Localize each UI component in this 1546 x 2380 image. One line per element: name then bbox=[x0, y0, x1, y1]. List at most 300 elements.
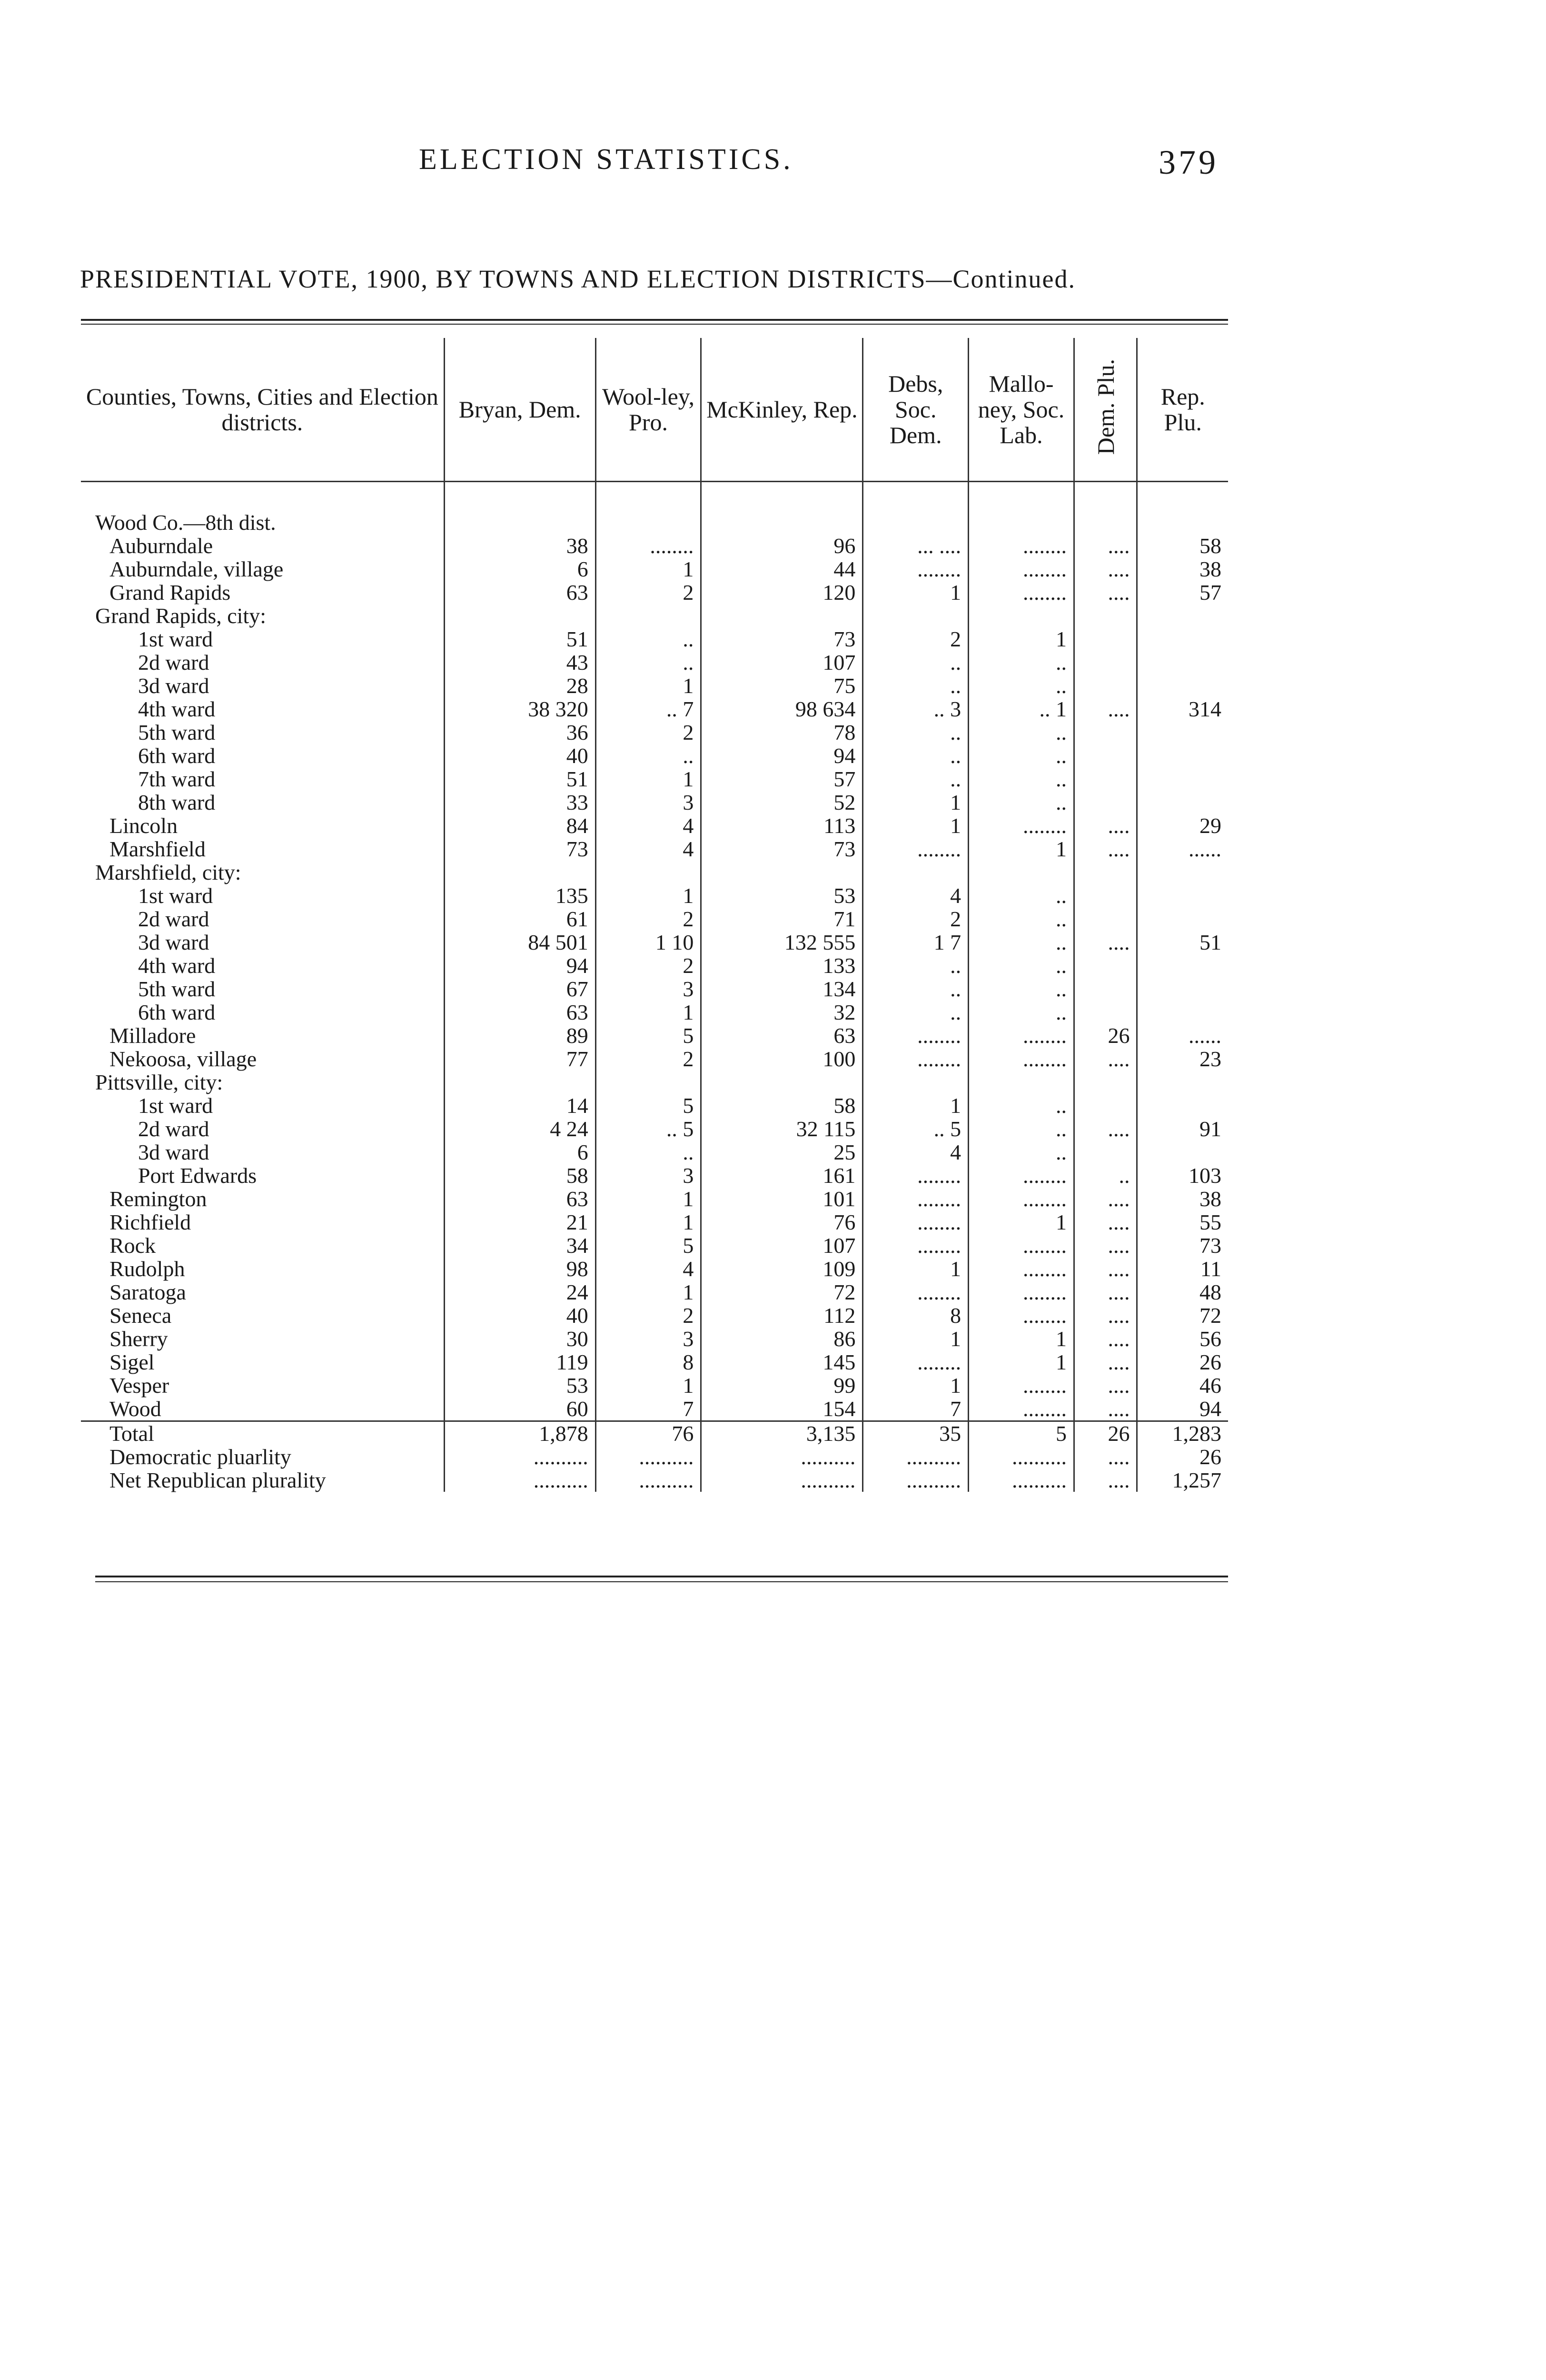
district-cell: 7th ward bbox=[138, 767, 216, 791]
vote-cell: 134 bbox=[701, 977, 863, 1001]
vote-cell: 4 24 bbox=[444, 1117, 595, 1140]
vote-cell: ........ bbox=[863, 1234, 969, 1257]
vote-cell bbox=[1137, 907, 1228, 931]
table-row bbox=[81, 814, 1228, 837]
vote-cell: 1 bbox=[595, 557, 701, 581]
vote-cell: .......... bbox=[863, 1445, 969, 1468]
vote-cell: 1,257 bbox=[1137, 1468, 1228, 1492]
vote-cell: 73 bbox=[701, 627, 863, 651]
vote-cell bbox=[863, 604, 969, 627]
vote-cell bbox=[1137, 861, 1228, 884]
district-cell: 4th ward bbox=[138, 697, 216, 721]
vote-cell: 63 bbox=[701, 1024, 863, 1047]
vote-cell: 98 634 bbox=[701, 697, 863, 721]
vote-cell: 109 bbox=[701, 1257, 863, 1280]
vote-cell: 3 bbox=[595, 1164, 701, 1187]
district-cell: 2d ward bbox=[138, 907, 209, 931]
vote-cell: 63 bbox=[444, 581, 595, 604]
district-cell: Richfield bbox=[109, 1210, 191, 1234]
vote-cell: .. bbox=[969, 1094, 1074, 1117]
vote-cell: .......... bbox=[969, 1468, 1074, 1492]
vote-cell: 94 bbox=[444, 954, 595, 977]
vote-cell: ........ bbox=[969, 1187, 1074, 1210]
district-cell: Rock bbox=[109, 1233, 156, 1258]
top-rule-thin bbox=[81, 324, 1228, 325]
vote-cell: .... bbox=[1074, 1280, 1137, 1304]
vote-cell: 1 7 bbox=[863, 931, 969, 954]
vote-cell: 4 bbox=[595, 837, 701, 861]
vote-cell: 86 bbox=[701, 1327, 863, 1350]
vote-cell bbox=[1074, 884, 1137, 907]
table-row bbox=[81, 674, 1228, 697]
vote-cell bbox=[1137, 511, 1228, 534]
vote-cell: 36 bbox=[444, 721, 595, 744]
top-rule bbox=[81, 319, 1228, 321]
vote-cell: 4 bbox=[863, 1140, 969, 1164]
vote-cell: 43 bbox=[444, 651, 595, 674]
vote-cell: 1 bbox=[969, 1350, 1074, 1374]
district-cell: 3d ward bbox=[138, 1140, 209, 1164]
vote-cell bbox=[1137, 884, 1228, 907]
vote-cell bbox=[595, 511, 701, 534]
vote-cell: 51 bbox=[444, 767, 595, 791]
vote-cell: .. bbox=[969, 721, 1074, 744]
vote-cell: 1 bbox=[595, 1001, 701, 1024]
vote-cell: .. bbox=[595, 744, 701, 767]
vote-cell: ........ bbox=[595, 534, 701, 557]
vote-cell: 84 501 bbox=[444, 931, 595, 954]
vote-cell: ........ bbox=[863, 1164, 969, 1187]
vote-cell: 77 bbox=[444, 1047, 595, 1071]
vote-cell: .. 3 bbox=[863, 697, 969, 721]
vote-cell: 94 bbox=[1137, 1397, 1228, 1421]
vote-cell: 1 bbox=[595, 1280, 701, 1304]
vote-cell: .. 5 bbox=[863, 1117, 969, 1140]
vote-cell: .... bbox=[1074, 534, 1137, 557]
vote-cell: .......... bbox=[863, 1468, 969, 1492]
vote-cell bbox=[1137, 977, 1228, 1001]
table-row bbox=[81, 1164, 1228, 1187]
vote-cell: 2 bbox=[595, 1047, 701, 1071]
vote-cell bbox=[1137, 651, 1228, 674]
vote-cell bbox=[1137, 767, 1228, 791]
vote-cell: ........ bbox=[969, 1164, 1074, 1187]
vote-cell: .... bbox=[1074, 1350, 1137, 1374]
vote-cell: .... bbox=[1074, 1187, 1137, 1210]
total-row bbox=[81, 1445, 1228, 1468]
vote-cell: ........ bbox=[969, 1024, 1074, 1047]
vote-cell: 78 bbox=[701, 721, 863, 744]
vote-cell: 52 bbox=[701, 791, 863, 814]
vote-cell: .... bbox=[1074, 814, 1137, 837]
table-header-row bbox=[81, 338, 1228, 482]
vote-cell: 71 bbox=[701, 907, 863, 931]
vote-cell: .. bbox=[969, 977, 1074, 1001]
vote-cell: .. bbox=[863, 674, 969, 697]
vote-cell: 76 bbox=[701, 1210, 863, 1234]
vote-cell: ........ bbox=[863, 1047, 969, 1071]
vote-cell: .......... bbox=[444, 1468, 595, 1492]
vote-cell: 161 bbox=[701, 1164, 863, 1187]
vote-cell: 67 bbox=[444, 977, 595, 1001]
table-row bbox=[81, 837, 1228, 861]
vote-cell: 145 bbox=[701, 1350, 863, 1374]
district-cell: Remington bbox=[109, 1187, 207, 1211]
vote-cell: 8 bbox=[595, 1350, 701, 1374]
vote-cell: 1 10 bbox=[595, 931, 701, 954]
vote-cell bbox=[969, 511, 1074, 534]
vote-cell bbox=[1074, 1001, 1137, 1024]
vote-cell: ........ bbox=[969, 581, 1074, 604]
vote-cell: 51 bbox=[1137, 931, 1228, 954]
vote-cell bbox=[1137, 744, 1228, 767]
vote-cell: .. bbox=[863, 651, 969, 674]
district-cell: Milladore bbox=[109, 1023, 196, 1048]
column-header-rep-plu: Rep. Plu. bbox=[1137, 338, 1228, 482]
vote-cell: .... bbox=[1074, 931, 1137, 954]
table-row bbox=[81, 557, 1228, 581]
total-row bbox=[81, 1468, 1228, 1492]
vote-cell: 133 bbox=[701, 954, 863, 977]
vote-cell: 5 bbox=[969, 1421, 1074, 1446]
vote-cell: .. 7 bbox=[595, 697, 701, 721]
vote-cell: 32 bbox=[701, 1001, 863, 1024]
vote-cell: 34 bbox=[444, 1234, 595, 1257]
vote-cell: 98 bbox=[444, 1257, 595, 1280]
district-cell: 6th ward bbox=[138, 1000, 216, 1024]
table-row bbox=[81, 511, 1228, 534]
vote-cell bbox=[444, 604, 595, 627]
vote-cell: 57 bbox=[1137, 581, 1228, 604]
vote-cell: ........ bbox=[969, 1047, 1074, 1071]
table-row bbox=[81, 627, 1228, 651]
table-row bbox=[81, 954, 1228, 977]
vote-cell bbox=[701, 1071, 863, 1094]
vote-cell: 24 bbox=[444, 1280, 595, 1304]
district-cell: Auburndale, village bbox=[109, 557, 284, 581]
vote-cell: .. bbox=[969, 651, 1074, 674]
column-header-bryan: Bryan, Dem. bbox=[444, 338, 595, 482]
vote-cell: 1 bbox=[595, 884, 701, 907]
district-cell: Wood bbox=[109, 1397, 161, 1421]
district-cell: Net Republican plurality bbox=[109, 1468, 326, 1492]
vote-cell: 3 bbox=[595, 977, 701, 1001]
table-row bbox=[81, 1280, 1228, 1304]
vote-cell bbox=[595, 1071, 701, 1094]
vote-cell: .......... bbox=[701, 1468, 863, 1492]
district-cell: Vesper bbox=[109, 1373, 169, 1398]
bottom-rule-thin bbox=[95, 1581, 1228, 1582]
vote-cell: 1,878 bbox=[444, 1421, 595, 1446]
table-row bbox=[81, 907, 1228, 931]
vote-cell: 23 bbox=[1137, 1047, 1228, 1071]
vote-cell: 26 bbox=[1137, 1445, 1228, 1468]
vote-cell bbox=[1074, 791, 1137, 814]
vote-cell: 53 bbox=[701, 884, 863, 907]
vote-cell: 1 bbox=[595, 1374, 701, 1397]
vote-cell: 3,135 bbox=[701, 1421, 863, 1446]
vote-cell bbox=[595, 604, 701, 627]
district-cell: 5th ward bbox=[138, 720, 216, 744]
vote-cell bbox=[863, 861, 969, 884]
vote-cell: .. bbox=[863, 767, 969, 791]
vote-cell: 4 bbox=[595, 814, 701, 837]
vote-cell: 119 bbox=[444, 1350, 595, 1374]
vote-cell: .... bbox=[1074, 1210, 1137, 1234]
vote-cell: .... bbox=[1074, 1117, 1137, 1140]
vote-cell bbox=[1074, 627, 1137, 651]
vote-cell: 5 bbox=[595, 1094, 701, 1117]
district-cell: Saratoga bbox=[109, 1280, 186, 1304]
vote-cell bbox=[444, 861, 595, 884]
vote-cell: 132 555 bbox=[701, 931, 863, 954]
vote-cell bbox=[1074, 744, 1137, 767]
vote-cell: 1,283 bbox=[1137, 1421, 1228, 1446]
table-row bbox=[81, 1140, 1228, 1164]
vote-cell: 94 bbox=[701, 744, 863, 767]
vote-cell bbox=[1074, 1140, 1137, 1164]
vote-cell: 63 bbox=[444, 1001, 595, 1024]
vote-cell bbox=[1137, 954, 1228, 977]
vote-cell: 1 bbox=[863, 814, 969, 837]
vote-cell: 2 bbox=[595, 954, 701, 977]
table-row bbox=[81, 1071, 1228, 1094]
vote-cell bbox=[863, 1071, 969, 1094]
vote-cell bbox=[1074, 674, 1137, 697]
vote-cell: 6 bbox=[444, 1140, 595, 1164]
vote-cell: .......... bbox=[444, 1445, 595, 1468]
district-cell: Nekoosa, village bbox=[109, 1047, 257, 1071]
vote-cell: 38 bbox=[1137, 1187, 1228, 1210]
vote-cell: .. 1 bbox=[969, 697, 1074, 721]
vote-cell: .. bbox=[969, 1001, 1074, 1024]
vote-cell: 100 bbox=[701, 1047, 863, 1071]
district-cell: Sigel bbox=[109, 1350, 155, 1374]
vote-cell: .... bbox=[1074, 1304, 1137, 1327]
vote-cell bbox=[1137, 1140, 1228, 1164]
vote-cell: 53 bbox=[444, 1374, 595, 1397]
vote-cell: 113 bbox=[701, 814, 863, 837]
vote-cell bbox=[1074, 651, 1137, 674]
vote-cell: 32 115 bbox=[701, 1117, 863, 1140]
vote-cell: 30 bbox=[444, 1327, 595, 1350]
vote-cell: 91 bbox=[1137, 1117, 1228, 1140]
vote-cell: 107 bbox=[701, 1234, 863, 1257]
vote-cell: .. bbox=[863, 977, 969, 1001]
district-cell: 1st ward bbox=[138, 627, 213, 651]
vote-cell: 8 bbox=[863, 1304, 969, 1327]
table-row bbox=[81, 1094, 1228, 1117]
vote-cell bbox=[701, 861, 863, 884]
table-row bbox=[81, 791, 1228, 814]
vote-cell: .. bbox=[863, 1001, 969, 1024]
vote-cell: .......... bbox=[969, 1445, 1074, 1468]
vote-cell: 55 bbox=[1137, 1210, 1228, 1234]
vote-cell bbox=[1074, 511, 1137, 534]
vote-cell bbox=[969, 1071, 1074, 1094]
table-row bbox=[81, 1210, 1228, 1234]
vote-cell: 21 bbox=[444, 1210, 595, 1234]
vote-cell: 2 bbox=[595, 721, 701, 744]
vote-cell: .... bbox=[1074, 1234, 1137, 1257]
vote-cell bbox=[444, 1071, 595, 1094]
vote-cell: .. bbox=[863, 721, 969, 744]
vote-cell bbox=[1137, 791, 1228, 814]
vote-cell: .. bbox=[969, 931, 1074, 954]
vote-cell: 40 bbox=[444, 744, 595, 767]
vote-cell: ........ bbox=[969, 1397, 1074, 1421]
column-header-dem-plu: Dem. Plu. bbox=[1074, 338, 1137, 482]
district-cell: 2d ward bbox=[138, 650, 209, 674]
vote-cell bbox=[863, 511, 969, 534]
table-row bbox=[81, 1117, 1228, 1140]
vote-cell bbox=[1074, 1071, 1137, 1094]
vote-cell: .. bbox=[1074, 1164, 1137, 1187]
vote-cell bbox=[444, 511, 595, 534]
table-row bbox=[81, 1001, 1228, 1024]
vote-cell: .. bbox=[969, 884, 1074, 907]
vote-cell: 46 bbox=[1137, 1374, 1228, 1397]
district-cell: 4th ward bbox=[138, 953, 216, 978]
vote-cell bbox=[1137, 674, 1228, 697]
vote-cell bbox=[1074, 721, 1137, 744]
table-row bbox=[81, 1304, 1228, 1327]
election-table-region bbox=[81, 309, 1228, 1595]
vote-cell: .. bbox=[969, 1140, 1074, 1164]
district-cell: 3d ward bbox=[138, 930, 209, 954]
column-header-districts: Counties, Towns, Cities and Election districts. bbox=[81, 338, 444, 482]
vote-cell: 107 bbox=[701, 651, 863, 674]
vote-cell: 314 bbox=[1137, 697, 1228, 721]
vote-cell bbox=[1074, 604, 1137, 627]
vote-cell: 1 bbox=[863, 1327, 969, 1350]
vote-cell: .. bbox=[595, 1140, 701, 1164]
vote-cell: .. bbox=[969, 1117, 1074, 1140]
table-row bbox=[81, 767, 1228, 791]
vote-cell: 1 bbox=[863, 1257, 969, 1280]
election-table bbox=[81, 338, 1228, 1492]
vote-cell: 1 bbox=[969, 1210, 1074, 1234]
district-cell: Grand Rapids, city: bbox=[95, 604, 266, 628]
vote-cell bbox=[1074, 954, 1137, 977]
vote-cell bbox=[1137, 627, 1228, 651]
vote-cell: 1 bbox=[595, 674, 701, 697]
vote-cell: 26 bbox=[1137, 1350, 1228, 1374]
total-row bbox=[81, 1421, 1228, 1446]
vote-cell: .. bbox=[863, 744, 969, 767]
vote-cell: .... bbox=[1074, 1468, 1137, 1492]
vote-cell: .. bbox=[969, 744, 1074, 767]
vote-cell bbox=[1074, 767, 1137, 791]
district-cell: Seneca bbox=[109, 1303, 172, 1328]
vote-cell bbox=[701, 511, 863, 534]
vote-cell: ........ bbox=[969, 557, 1074, 581]
district-cell: 6th ward bbox=[138, 744, 216, 768]
vote-cell: 25 bbox=[701, 1140, 863, 1164]
vote-cell: .... bbox=[1074, 581, 1137, 604]
vote-cell: 57 bbox=[701, 767, 863, 791]
vote-cell: .... bbox=[1074, 837, 1137, 861]
vote-cell: 73 bbox=[1137, 1234, 1228, 1257]
vote-cell: .......... bbox=[701, 1445, 863, 1468]
vote-cell: 75 bbox=[701, 674, 863, 697]
vote-cell: 135 bbox=[444, 884, 595, 907]
vote-cell: 29 bbox=[1137, 814, 1228, 837]
vote-cell: 76 bbox=[595, 1421, 701, 1446]
vote-cell: 73 bbox=[444, 837, 595, 861]
district-cell: 5th ward bbox=[138, 977, 216, 1001]
vote-cell bbox=[701, 604, 863, 627]
vote-cell: .... bbox=[1074, 1397, 1137, 1421]
vote-cell: 5 bbox=[595, 1024, 701, 1047]
vote-cell: .. bbox=[969, 674, 1074, 697]
vote-cell: 14 bbox=[444, 1094, 595, 1117]
district-cell: 1st ward bbox=[138, 1093, 213, 1118]
vote-cell: 58 bbox=[701, 1094, 863, 1117]
table-row bbox=[81, 581, 1228, 604]
vote-cell: .... bbox=[1074, 1257, 1137, 1280]
vote-cell: ........ bbox=[863, 837, 969, 861]
vote-cell bbox=[969, 604, 1074, 627]
vote-cell: 72 bbox=[701, 1280, 863, 1304]
vote-cell: 60 bbox=[444, 1397, 595, 1421]
vote-cell: ...... bbox=[1137, 837, 1228, 861]
vote-cell: 1 bbox=[969, 837, 1074, 861]
vote-cell: ........ bbox=[863, 1024, 969, 1047]
vote-cell: 26 bbox=[1074, 1024, 1137, 1047]
district-cell: Marshfield bbox=[109, 837, 206, 861]
column-header-debs: Debs, Soc. Dem. bbox=[863, 338, 969, 482]
vote-cell: 2 bbox=[863, 907, 969, 931]
vote-cell: 56 bbox=[1137, 1327, 1228, 1350]
vote-cell: .. bbox=[595, 627, 701, 651]
vote-cell: 28 bbox=[444, 674, 595, 697]
vote-cell: .. bbox=[969, 954, 1074, 977]
vote-cell: .... bbox=[1074, 1047, 1137, 1071]
bottom-rule bbox=[95, 1576, 1228, 1577]
vote-cell bbox=[969, 861, 1074, 884]
vote-cell: 4 bbox=[595, 1257, 701, 1280]
vote-cell: 3 bbox=[595, 791, 701, 814]
vote-cell: ........ bbox=[969, 1304, 1074, 1327]
table-body bbox=[81, 482, 1228, 1492]
table-row bbox=[81, 651, 1228, 674]
vote-cell: .... bbox=[1074, 557, 1137, 581]
table-row bbox=[81, 697, 1228, 721]
vote-cell: 96 bbox=[701, 534, 863, 557]
vote-cell: ........ bbox=[863, 1350, 969, 1374]
vote-cell: ...... bbox=[1137, 1024, 1228, 1047]
vote-cell: 89 bbox=[444, 1024, 595, 1047]
vote-cell bbox=[1074, 861, 1137, 884]
table-row bbox=[81, 1327, 1228, 1350]
vote-cell bbox=[1074, 907, 1137, 931]
page-number: 379 bbox=[1159, 143, 1219, 181]
vote-cell: 4 bbox=[863, 884, 969, 907]
vote-cell: 1 bbox=[595, 1187, 701, 1210]
vote-cell: 58 bbox=[1137, 534, 1228, 557]
vote-cell: 26 bbox=[1074, 1421, 1137, 1446]
vote-cell: 2 bbox=[595, 581, 701, 604]
vote-cell: 1 bbox=[595, 767, 701, 791]
column-header-woolley: Wool-ley, Pro. bbox=[595, 338, 701, 482]
vote-cell: 2 bbox=[595, 907, 701, 931]
vote-cell: 7 bbox=[595, 1397, 701, 1421]
table-row bbox=[81, 1374, 1228, 1397]
vote-cell: 120 bbox=[701, 581, 863, 604]
vote-cell bbox=[1137, 721, 1228, 744]
table-row bbox=[81, 721, 1228, 744]
